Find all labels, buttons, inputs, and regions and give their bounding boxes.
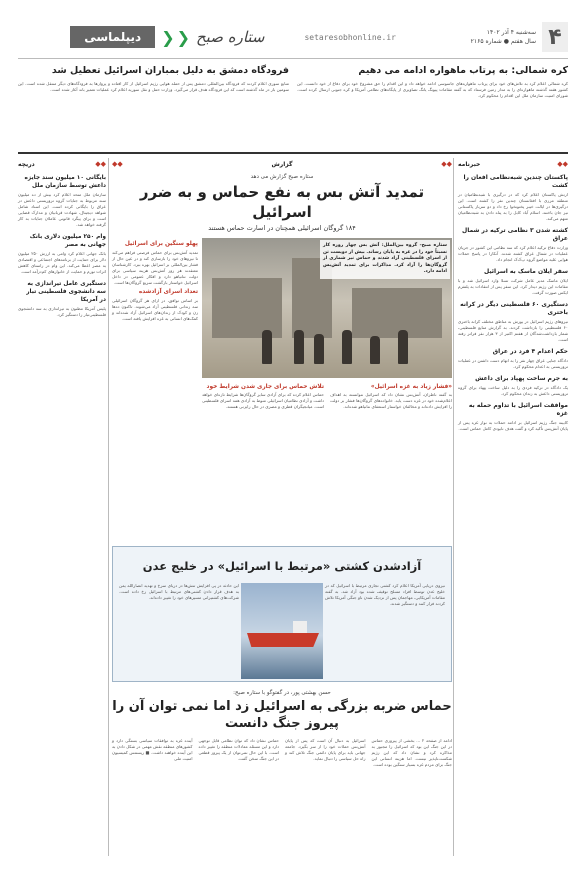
brief-item-title[interactable]: کشته شدن ۳ نظامی ترکیه در شمال عراق — [462, 227, 568, 242]
header-divider — [18, 58, 568, 59]
main-story — [112, 158, 452, 538]
brief-item-body: ارتش پاکستان اعلام کرد که در درگیری با شبه‌نظامیان در منطقه مرزی با افغانستان چندین نفر را کشته است. این درگیری‌ها در ایالت خیبر پختونخوا رخ داد و دو سرباز پاکستانی نیز جان باختند. اسلام آباد کابل را به پناه دادن به شبه‌نظامیان متهم می‌کند. — [458, 192, 568, 221]
interview-story — [112, 690, 452, 856]
window-item — [18, 280, 106, 318]
page-number: ۴ — [542, 22, 568, 52]
issue-date — [426, 28, 536, 46]
top-story-1-body: کره شمالی اعلام کرد به تلاش‌های خود برای پرتاب ماهواره‌های جاسوسی ادامه خواهد داد و این اقدام را حق مشروع خود برای دفاع از خود دانست. این کشور هفته گذشته ماهواره‌ای را به مدار زمین فرستاد که به گفته مقامات پیونگ یانگ تصاویری از پایگاه‌های نظامی آمریکا و کره جنوبی ارسال کرده است. شورای امنیت سازمان ملل این اقدام را محکوم کرد. — [297, 81, 568, 98]
ship-col-a: نیروی دریایی آمریکا اعلام کرد کشتی تجاری مرتبط با اسرائیل که در خلیج عدن توسط افراد مسلح توقیف شده بود آزاد شد. به گفته مقامات آمریکایی، مهاجمان پس از نزدیک شدن ناو جنگی آمریکا تلاش کردند فرار کنند و دستگیر شدند. — [325, 583, 445, 606]
red-diamond-icon: ◆◆ — [441, 160, 452, 168]
interview-columns — [112, 738, 452, 768]
main-col4-subhead: «فشار زیاد به غزه اسرائیل» — [370, 384, 452, 390]
red-diamond-icon: ◆◆ — [112, 160, 123, 168]
main-headline[interactable]: تمدید آتش بس به نفع حماس و به ضرر اسرائیل — [139, 183, 425, 221]
window-item-body: پلیس آمریکا مظنون به تیراندازی به سه دانشجوی فلسطینی‌تبار را دستگیر کرد. — [18, 306, 106, 317]
interview-col-2: اسرائیل به دنبال آن است که پس از پایان آتش‌بس حملات خود را از سر بگیرد. جامعه جهانی باید برای پایان دائمی جنگ تلاش کند و راه حل سیاسی را دنبال نماید. — [285, 738, 366, 761]
main-col-a — [330, 384, 452, 410]
brief-item-title[interactable]: دستگیری ۶۰ فلسطینی دیگر در کرانه باختری — [460, 301, 568, 316]
interview-col-3: حماس نشان داد که توان نظامی قابل توجهی دارد و این مسئله معادلات منطقه را تغییر داده است. با این حال نمی‌توان از یک پیروز قطعی در این جنگ سخن گفت. — [198, 738, 279, 761]
site-url[interactable]: setaresobhonline.ir — [304, 32, 396, 42]
main-subhead: ۱۸۴ گروگان اسرائیلی همچنان در اسارت حماس هستند — [208, 224, 356, 232]
main-col3-subhead: تلاش حماس برای جاری شدن شرایط خود — [206, 384, 324, 390]
interview-headline[interactable]: حماس ضربه بزرگی به اسرائیل زد اما نمی توان آن را پیروز جنگ دانست — [112, 699, 452, 731]
main-lead-box — [320, 240, 450, 279]
main-cols-bottom — [202, 384, 452, 410]
section-title: دیپلماسی — [70, 26, 155, 48]
report-tag — [112, 158, 452, 170]
brief-item-title[interactable]: حکم اعدام ۴ فرد در عراق — [492, 348, 568, 355]
main-col2-body: بر اساس توافق، در ازای هر گروگان اسرائیلی سه زندانی فلسطینی آزاد می‌شوند. تاکنون ده‌ها زن و کودک از زندان‌های اسرائیل آزاد شده‌اند و کمک‌های انسانی به غزه افزایش یافته است. — [112, 298, 198, 321]
brief-item-body: دادگاه جنایی عراق چهار نفر را به اتهام دست داشتن در عملیات تروریستی به اعدام محکوم کرد. — [458, 358, 568, 369]
top-story-2 — [18, 64, 289, 150]
top-stories — [18, 64, 568, 150]
ship-story-box — [112, 546, 452, 682]
brief-item-title[interactable]: پاکستان چندین شبه‌نظامی افغان را کشت — [463, 174, 568, 189]
brief-item — [458, 402, 568, 432]
brief-item — [458, 348, 568, 370]
interview-col-4: آینده غزه به توافقات سیاسی بستگی دارد و کشورهای منطقه نقش مهمی در شکل دادن به این آینده خواهند داشت. ■ ریسمس کمیسیون امنیت ملی — [112, 738, 193, 761]
brief-item-body: ایلان ماسک مدیر عامل شرکت تسلا وارد اسرائیل شد و با مقامات این رژیم دیدار کرد. این سفر پس از انتقادات به پلتفرم ایکس صورت گرفت. — [458, 278, 568, 295]
brief-item-body: کابینه جنگ رژیم اسرائیل بر ادامه حملات به نوار غزه پس از پایان آتش‌بس تأکید کرد و گفت هدف نابودی کامل حماس است. — [458, 420, 568, 431]
window-column — [18, 158, 106, 856]
issue-date-line2: سال هفتم ● شماره ۲۱۶۵ — [470, 38, 536, 45]
news-brief-label: خبرنامه — [458, 160, 481, 168]
interview-col-1: ادامه از صفحه ۲ ... بخشی از پیروزی حماس در این جنگ این بود که اسرائیل را مجبور به مذاکره کرد و نشان داد که این رژیم شکست‌ناپذیر نیست. اما هزینه انسانی این جنگ برای مردم غزه بسیار سنگین بوده است. — [371, 738, 452, 767]
column-divider — [453, 158, 454, 856]
top-divider — [18, 152, 568, 154]
main-col4-body: به گفته ناظران، آتش‌بس نشان داد که اسرائیل نتوانسته به اهداف اعلام‌شده خود در غزه دست یابد. خانواده‌های گروگان‌ها فشار بر دولت را افزایش داده‌اند و مخالفان خواستار استعفای نتانیاهو شده‌اند. — [330, 392, 452, 409]
brief-item — [458, 301, 568, 343]
ship-photo — [241, 583, 323, 679]
brief-item-body: نیروهای رژیم اسرائیل در یورش به مناطق مختلف کرانه باختری ۶۰ فلسطینی را بازداشت کردند. به گزارش منابع فلسطینی، شمار بازداشت‌شدگان از هفتم اکتبر از ۳ هزار نفر فراتر رفته است. — [458, 319, 569, 342]
main-col-left — [112, 238, 198, 322]
window-item-body: بانک جهانی اعلام کرد وامی به ارزش ۲۵۰ میلیون دلار برای حمایت از برنامه‌های اجتماعی و اقتصادی به مصر اعطا می‌کند. این وام در راستای کاهش اثرات تورم و حمایت از خانوارهای کم‌درآمد است. — [18, 251, 106, 274]
brief-item-title[interactable]: به جرم ساخت پهپاد برای داعش — [475, 375, 568, 382]
top-story-2-title[interactable]: فرودگاه دمشق به دلیل بمباران اسرائیل تعطیل شد — [51, 65, 289, 76]
red-diamond-icon: ◆◆ — [557, 160, 568, 168]
page-header — [18, 20, 568, 54]
brief-item — [458, 375, 568, 397]
report-label: گزارش — [271, 160, 293, 168]
issue-date-line1: سه‌شنبه ۴ آذر ۱۴۰۲ — [486, 29, 536, 36]
window-item-title[interactable]: وام ۲۵۰ میلیون دلاری بانک جهانی به مصر — [29, 234, 106, 248]
ship-col-right — [325, 583, 445, 607]
brief-item — [458, 268, 568, 296]
brief-item-title[interactable]: موافقت اسرائیل با تداوم حمله به غزه — [468, 402, 568, 417]
brief-item — [458, 227, 568, 263]
window-tag — [18, 158, 106, 170]
main-col-b — [202, 384, 324, 410]
main-col1-body: تمدید آتش‌بس برای حماس فرصتی فراهم می‌کند تا نیروهای خود را بازسازی کند و در عین حال از فشار بین‌المللی بر اسرائیل بهره ببرد. کارشناسان معتقدند هر روز آتش‌بس هزینه سیاسی برای دولت نتانیاهو دارد و افکار عمومی در داخل اسرائیل خواستار بازگشت سریع گروگان‌ها است. — [112, 250, 198, 285]
main-col2-subhead: تعداد اسرای آزادشده — [138, 289, 198, 295]
brief-item-body: یک دادگاه در ترکیه فردی را به دلیل ساخت پهپاد برای گروه تروریستی داعش به زندان محکوم کرد. — [458, 385, 568, 396]
top-story-2-body: منابع سوری اعلام کردند که فرودگاه بین‌المللی دمشق پس از حمله هوایی رژیم اسرائیل از کار افتاده و پروازها به فرودگاه‌های دیگر منتقل شده است. این سومین بار در ماه گذشته است که این فرودگاه هدف قرار می‌گیرد. وزارت حمل و نقل سوریه اعلام کرد عملیات تعمیر باند آغاز شده است. — [18, 81, 289, 92]
window-item-body: سازمان ملل متحد اعلام کرد بیش از ده میلیون سند مربوط به جنایات گروه تروریستی داعش در عراق را بایگانی کرده است. این اسناد شامل شواهد دیجیتال، شهادت قربانیان و مدارک قضایی است و برای پیگرد قانونی عاملان جنایات به کار گرفته خواهد شد. — [18, 192, 106, 227]
window-item — [18, 233, 106, 275]
top-story-1-title[interactable]: کره شمالی: به پرتاب ماهواره ادامه می دهیم — [358, 65, 568, 76]
main-lead: ستاره صبح- گروه بین‌الملل: آتش بس چهار روزه کار نسبتاً خود را در غزه به پایان رساند. بیش از دویست تن از اسرای فلسطینی آزاد شدند و حماس نیز شماری از گروگان‌ها را آزاد کرد. مذاکرات برای تمدید آتش‌بس ادامه دارد. — [323, 243, 447, 275]
brief-item-title[interactable]: سفر ایلان ماسک به اسرائیل — [484, 268, 568, 275]
interview-kicker: حسن بهشتی پور، در گفتوگو با ستاره صبح: — [233, 690, 331, 696]
chevron-left-icon: ❮ ❮ — [161, 27, 190, 47]
news-brief-column — [458, 158, 568, 856]
brief-item — [458, 174, 568, 222]
ship-headline[interactable]: آزادشدن کشتی «مرتبط با اسرائیل» در خلیج عدن — [142, 559, 422, 573]
newspaper-logo: ستاره صبح — [196, 28, 265, 46]
main-col1-subhead: پهلو سنگین برای اسرائیل — [124, 241, 198, 247]
ship-col-left — [119, 583, 239, 601]
news-brief-tag — [458, 158, 568, 170]
window-label: دریچه — [18, 160, 35, 168]
top-story-1 — [297, 64, 568, 150]
window-item-title[interactable]: بایگانی ۱۰ میلیون سند جایزه داعش توسط سازمان ملل — [24, 175, 106, 189]
ship-col-b: این حادثه در پی افزایش تنش‌ها در دریای سرخ و تهدید انصارالله یمن به هدف قرار دادن کشتی‌های مرتبط با اسرائیل رخ داده است. شرکت‌های کشتیرانی مسیرهای خود را تغییر داده‌اند. — [119, 583, 239, 600]
main-kicker: ستاره صبح گزارش می دهد — [250, 174, 314, 180]
window-item-title[interactable]: دستگیری عامل تیراندازی به سه دانشجوی فلسطینی تبار در آمریکا — [26, 281, 106, 303]
red-diamond-icon: ◆◆ — [95, 160, 106, 168]
main-col3-body: حماس اعلام کرده که برای آزادی سایر گروگان‌ها شرایط تازه‌ای خواهد داشت و آزادی نظامیان اسرائیلی منوط به آزادی همه اسرای فلسطینی است. میانجیگران قطری و مصری در حال رایزنی هستند. — [202, 392, 324, 409]
window-item — [18, 174, 106, 228]
brief-item-body: وزارت دفاع ترکیه اعلام کرد که سه نظامی این کشور در جریان عملیات در شمال عراق کشته شدند. آنکارا در پاسخ حملات هوایی علیه مواضع گروه پ‌ک‌ک انجام داد. — [458, 245, 568, 262]
column-divider — [108, 158, 109, 856]
